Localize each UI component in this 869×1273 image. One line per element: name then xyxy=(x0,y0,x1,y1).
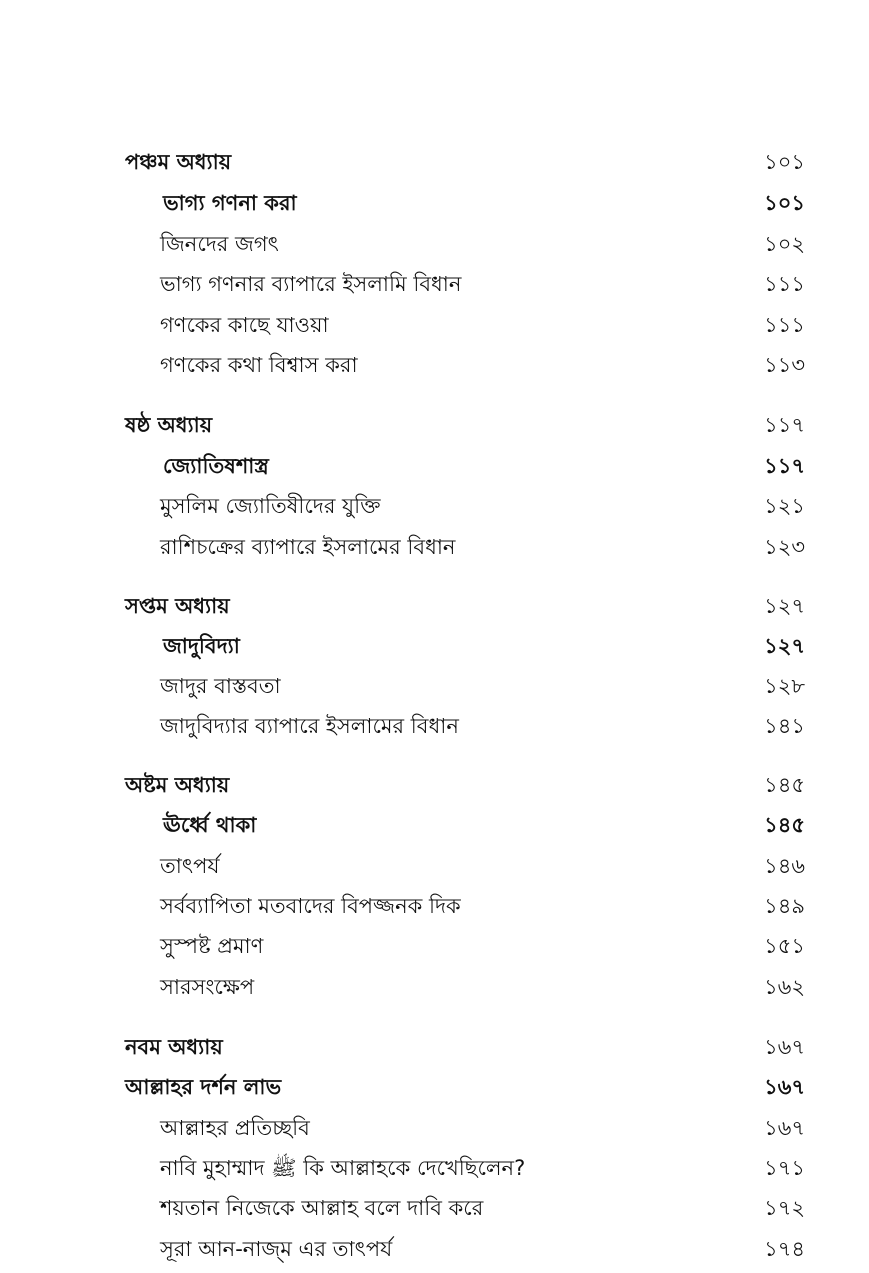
toc-page-number: ১৬৭ xyxy=(764,1075,805,1099)
toc-page-number: ১২৮ xyxy=(764,674,805,698)
toc-title: জাদুর বাস্তবতা xyxy=(160,674,281,698)
toc-row xyxy=(0,589,869,623)
toc-row xyxy=(0,489,869,523)
toc-title: ভাগ্য গণনার ব্যাপারে ইসলামি বিধান xyxy=(160,272,462,296)
toc-title: নাবি মুহাম্মাদ ﷺ কি আল্লাহকে দেখেছিলেন? xyxy=(160,1156,526,1180)
toc-row xyxy=(0,889,869,923)
toc-page-number: ১১৭ xyxy=(764,413,805,437)
toc-title: পঞ্চম অধ্যায় xyxy=(125,150,232,174)
toc-page-number: ১২৩ xyxy=(764,535,805,559)
toc-page-number: ১৬৭ xyxy=(764,1035,805,1059)
toc-row xyxy=(0,808,869,842)
toc-row xyxy=(0,227,869,261)
toc-row xyxy=(0,308,869,342)
toc-row xyxy=(0,348,869,382)
toc-row xyxy=(0,145,869,179)
toc-page-number: ১০১ xyxy=(764,150,805,174)
toc-title: অষ্টম অধ্যায় xyxy=(125,773,230,797)
toc-title: আল্লাহর দর্শন লাভ xyxy=(125,1075,282,1099)
toc-page-number: ১৪৬ xyxy=(764,854,805,878)
toc-page-number: ১৬২ xyxy=(764,975,805,999)
toc-row xyxy=(0,1232,869,1266)
toc-row xyxy=(0,1191,869,1225)
toc-row xyxy=(0,1111,869,1145)
toc-page-number: ১২৭ xyxy=(764,634,805,658)
toc-title: শয়তান নিজেকে আল্লাহ বলে দাবি করে xyxy=(160,1196,484,1220)
toc-title: নবম অধ্যায় xyxy=(125,1035,223,1059)
toc-title: সারসংক্ষেপ xyxy=(160,975,255,999)
toc-page-number: ১৭৪ xyxy=(764,1237,805,1261)
toc-page-number: ১০২ xyxy=(764,232,805,256)
toc-title: জাদুবিদ্যার ব্যাপারে ইসলামের বিধান xyxy=(160,714,459,738)
toc-page-number: ১৪১ xyxy=(764,714,805,738)
toc-page-number: ১২১ xyxy=(764,494,805,518)
toc-row xyxy=(0,669,869,703)
toc-page-number: ১১১ xyxy=(764,272,805,296)
toc-row xyxy=(0,449,869,483)
toc-page-number: ১৬৭ xyxy=(764,1116,805,1140)
toc-row xyxy=(0,267,869,301)
toc-page-number: ১২৭ xyxy=(764,594,805,618)
toc-row xyxy=(0,186,869,220)
toc-page-number: ১০১ xyxy=(764,191,805,215)
toc-title: গণকের কাছে যাওয়া xyxy=(160,313,329,337)
toc-title: জাদুবিদ্যা xyxy=(163,634,240,658)
toc-title: গণকের কথা বিশ্বাস করা xyxy=(160,353,358,377)
toc-row xyxy=(0,970,869,1004)
toc-title: ষষ্ঠ অধ্যায় xyxy=(125,413,213,437)
toc-page-number: ১১৩ xyxy=(764,353,805,377)
toc-title: আল্লাহর প্রতিচ্ছবি xyxy=(160,1116,310,1140)
toc-row xyxy=(0,408,869,442)
toc-page-number: ১১১ xyxy=(764,313,805,337)
toc-row xyxy=(0,1070,869,1104)
toc-row xyxy=(0,629,869,663)
toc-title: রাশিচক্রের ব্যাপারে ইসলামের বিধান xyxy=(160,535,456,559)
toc-title: সপ্তম অধ্যায় xyxy=(125,594,230,618)
toc-title: তাৎপর্য xyxy=(160,854,220,878)
toc-title: সূরা আন-নাজ্ম এর তাৎপর্য xyxy=(160,1237,393,1261)
toc-page-number: ১৫১ xyxy=(764,934,805,958)
toc-title: ঊর্ধ্বে থাকা xyxy=(163,813,257,837)
toc-row xyxy=(0,530,869,564)
toc-row xyxy=(0,768,869,802)
toc-row xyxy=(0,709,869,743)
toc-title: ভাগ্য গণনা করা xyxy=(163,191,297,215)
toc-title: জিনদের জগৎ xyxy=(160,232,279,256)
toc-title: মুসলিম জ্যোতিষীদের যুক্তি xyxy=(160,494,381,518)
toc-row xyxy=(0,929,869,963)
toc-row xyxy=(0,1151,869,1185)
toc-page-number: ১৭২ xyxy=(764,1196,805,1220)
toc-row xyxy=(0,1030,869,1064)
toc-row xyxy=(0,849,869,883)
toc-title: সর্বব্যাপিতা মতবাদের বিপজ্জনক দিক xyxy=(160,894,461,918)
toc-title: সুস্পষ্ট প্রমাণ xyxy=(160,934,264,958)
toc-page-number: ১৪৫ xyxy=(764,773,805,797)
toc-page-number: ১৪৫ xyxy=(764,813,805,837)
toc-page-number: ১৪৯ xyxy=(764,894,805,918)
toc-page-number: ১১৭ xyxy=(764,454,805,478)
toc-page-number: ১৭১ xyxy=(764,1156,805,1180)
toc-title: জ্যোতিষশাস্ত্র xyxy=(163,454,269,478)
